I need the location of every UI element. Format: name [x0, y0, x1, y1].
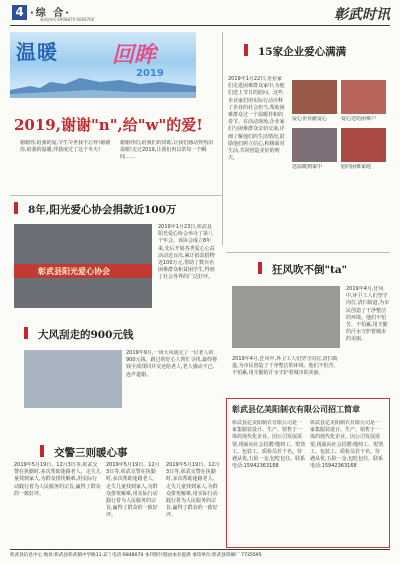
page-number: 4: [12, 5, 27, 20]
divider: [10, 195, 222, 196]
header-rule: [10, 25, 390, 26]
section-marker: [24, 327, 28, 339]
photo-caption: 慰问困难家庭: [341, 164, 372, 170]
banner-text: 彰武县阳光爱心协会: [38, 267, 110, 276]
article-body-cont: 2019年5月19日、12月3日等,彰武交警在执勤时,多次帮助迷路老人、走失儿童找到家人,为群众排忧解难,用实际行动践行着为人民服务的宗旨,赢得了群众的一致好评。: [106, 462, 160, 519]
column-divider: [222, 32, 223, 246]
photo: [292, 80, 337, 114]
lead-text-col-1: 谢谢你,给我的爱,令生令世我不忘怀!谢谢你,给我的温暖,伴我度过了这个冬天!: [20, 140, 111, 154]
lead-title: 2019,谢谢"n",给"w"的爱!: [14, 116, 203, 134]
article-title: 交警三则暖心事: [54, 447, 128, 459]
photo: [232, 286, 340, 348]
lead-text-col-2: 谢谢你们,给我们的资助,让我们感动得热泪盈眶!走过2019,让我们再以常每一个瞬间……: [120, 140, 214, 161]
photo-caption: 送温暖到家中: [292, 164, 323, 170]
article-body: 2019年4月,狂风中,环卫工人们坚守岗位,清扫街道,为市民创造了干净整洁的环境。他们不怕苦、不怕累,用辛勤的汗水守护着城市的美丽。: [346, 286, 390, 343]
article-title: 大风刮走的900元钱: [38, 329, 134, 341]
date-line: 新闻热线:6998870 6666760: [40, 17, 95, 22]
red-banner: [14, 264, 152, 278]
section-name: ·综 合·: [30, 8, 72, 19]
section-marker: [258, 262, 262, 274]
brand-title: 彰武时讯: [334, 7, 390, 23]
recruitment-body-cont: 彰武县亿美阳制衣有限公司是一家集服装设计、生产、销售于一体的现代化企业。因公司发展需要,现面向社会招聘:缝纫工、熨烫工、包装工、质检员若干名。待遇从优,五险一金,包吃包住。联系电话:15942363168: [310, 420, 384, 470]
recruitment-title: 彰武县亿美阳制衣有限公司招工简章: [232, 405, 360, 414]
photo-caption: 爱心企业献爱心: [292, 116, 328, 122]
article-body: 2019年5月19日、12月3日等,彰武交警在执勤时,多次帮助迷路老人、走失儿童找到家人,为群众排忧解难,用实际行动践行着为人民服务的宗旨,赢得了群众的一致好评。: [14, 462, 101, 497]
photo: [341, 80, 386, 114]
banner-word-2: 回眸: [112, 42, 157, 68]
city-skyline: [10, 70, 196, 98]
article-body-cont: 2019年4月,狂风中,环卫工人们坚守岗位,清扫街道,为市民创造了干净整洁的环境。他们不怕苦、不怕累,用辛勤的汗水守护着城市的美丽。: [232, 356, 339, 377]
photo: [292, 128, 337, 162]
photo-caption: 爱心送给困难户: [341, 116, 377, 122]
section-marker: [244, 44, 248, 56]
recruitment-body: 彰武县亿美阳制衣有限公司是一家集服装设计、生产、销售于一体的现代化企业。因公司发展需要,现面向社会招聘:缝纫工、熨烫工、包装工、质检员若干名。待遇从优,五险一金,包吃包住。联系电话:15942363168: [232, 420, 306, 470]
photo: [24, 350, 122, 408]
banner-year: 2019: [136, 68, 164, 79]
footer-rule: [10, 549, 390, 550]
banner-word-1: 温暖: [16, 40, 58, 64]
banner-image: [10, 32, 196, 98]
divider: [226, 252, 390, 253]
article-title: 15家企业爱心满满: [258, 46, 347, 58]
article-body: 2019年1月23日,彰武县阳光爱心协会举办了第八个年会。该协会成立8年来,先后开展各类爱心公益活动近百次,累计捐款捐物近100万元,帮助了数百名困难群众和贫困学生,得到了社会各界的广泛好评。: [158, 224, 215, 281]
article-body: 2019年9月,一场大风刮走了一位老人的900元钱。路过的好心人帮忙寻找,最终将钱全部找回并交还给老人,老人感动不已,连声道谢。: [126, 350, 218, 378]
article-title: 狂风吹不倒"ta": [272, 264, 348, 276]
section-marker: [14, 202, 18, 214]
photo: [341, 128, 386, 162]
section-marker: [40, 445, 44, 457]
photo: [14, 224, 152, 308]
article-body: 2019年1月22日,企业家们走进困难群众家中,为他们送上节日的慰问。这些企业家们用实际行动诠释了企业的社会担当,帮助困难群众过一个温暖祥和的春节。在活动现场,企业家们与困难群众亲切交谈,详细了解他们的生活情况,鼓励他们树立信心,积极面对生活,共同创造美好的明天。: [228, 76, 285, 162]
footer: 彰武县信息中心 地址:彰武县彰武镇中学路11-2门 电话:6848070 本刊照片版由本社提供 承印单位:彰武县印刷厂 7735595: [10, 553, 262, 558]
article-body-cont: 2019年5月19日、12月3日等,彰武交警在执勤时,多次帮助迷路老人、走失儿童找到家人,为群众排忧解难,用实际行动践行着为人民服务的宗旨,赢得了群众的一致好评。: [166, 462, 220, 519]
article-title: 8年,阳光爱心协会捐款近100万: [28, 204, 177, 216]
